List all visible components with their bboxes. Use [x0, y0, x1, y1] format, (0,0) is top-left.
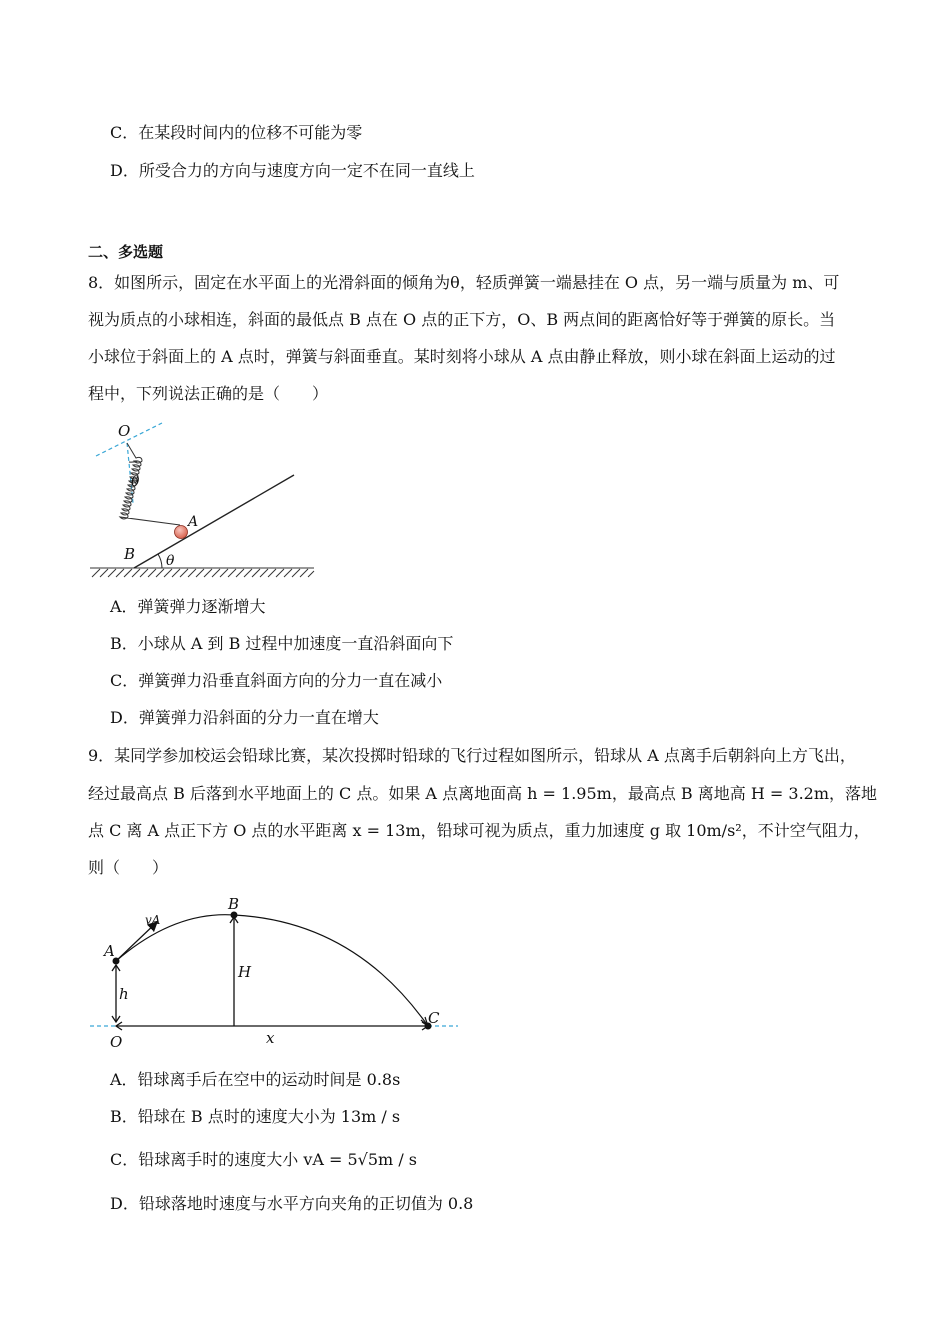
- option-c-prev: C．在某段时间内的位移不可能为零: [110, 123, 363, 142]
- q9-option-c: C．铅球离手时的速度大小 vA = 5√5m / s: [110, 1150, 418, 1169]
- q9-text-line-4: 则（ ）: [88, 858, 169, 877]
- q8-text-line-3: 小球位于斜面上的 A 点时，弹簧与斜面垂直。某时刻将小球从 A 点由静止释放，则小球在斜面上运动的过: [88, 347, 836, 366]
- trajectory-curve: [116, 915, 428, 1026]
- q9-figure-projectile: [86, 895, 466, 1055]
- label-x: x: [266, 1029, 275, 1047]
- label-h: h: [119, 985, 129, 1003]
- ground-hatching: [90, 568, 314, 577]
- label-c: C: [428, 1009, 440, 1027]
- q8-option-b: B．小球从 A 到 B 过程中加速度一直沿斜面向下: [110, 634, 454, 653]
- velocity-arrow: [116, 922, 157, 961]
- label-a: A: [188, 514, 199, 530]
- label-a: A: [104, 942, 115, 960]
- q8-text-line-4: 程中，下列说法正确的是（ ）: [88, 384, 329, 403]
- spring-coil: [120, 443, 180, 525]
- label-H: H: [238, 963, 252, 981]
- q8-text-line-1: 8．如图所示，固定在水平面上的光滑斜面的倾角为θ，轻质弹簧一端悬挂在 O 点，另一端与质量为 m、可: [88, 273, 840, 292]
- q8-text-line-2: 视为质点的小球相连，斜面的最低点 B 点在 O 点的正下方，O、B 两点间的距离恰好等于弹簧的原长。当: [88, 310, 836, 329]
- q8-option-d: D．弹簧弹力沿斜面的分力一直在增大: [110, 708, 379, 727]
- angle-arc-b: [158, 554, 162, 568]
- label-b: B: [124, 545, 136, 563]
- q9-option-a: A．铅球离手后在空中的运动时间是 0.8s: [110, 1070, 401, 1089]
- q9-text-line-2: 经过最高点 B 后落到水平地面上的 C 点。如果 A 点离地面高 h = 1.95m，最高点 B 离地高 H = 3.2m，落地: [88, 784, 878, 803]
- q8-option-a: A．弹簧弹力逐渐增大: [110, 597, 266, 616]
- q9-option-b: B．铅球在 B 点时的速度大小为 13m / s: [110, 1107, 401, 1126]
- q8-option-c: C．弹簧弹力沿垂直斜面方向的分力一直在减小: [110, 671, 443, 690]
- label-va: vA: [145, 913, 161, 927]
- label-b: B: [228, 895, 240, 913]
- label-o: O: [118, 422, 131, 440]
- label-theta-b: θ: [166, 553, 175, 569]
- ball: [175, 526, 188, 539]
- q8-figure-incline-spring: [86, 418, 318, 580]
- label-o: O: [110, 1033, 123, 1051]
- label-theta-o: θ: [131, 474, 140, 490]
- q9-option-d: D．铅球落地时速度与水平方向夹角的正切值为 0.8: [110, 1194, 474, 1213]
- section-title: 二、多选题: [88, 243, 164, 261]
- option-d-prev: D．所受合力的方向与速度方向一定不在同一直线上: [110, 161, 475, 180]
- q9-text-line-1: 9．某同学参加校运会铅球比赛，某次投掷时铅球的飞行过程如图所示，铅球从 A 点离手后朝斜向上方飞出，: [88, 746, 856, 765]
- q9-text-line-3: 点 C 离 A 点正下方 O 点的水平距离 x = 13m，铅球可视为质点，重力加速度 g 取 10m/s²，不计空气阻力，: [88, 821, 870, 840]
